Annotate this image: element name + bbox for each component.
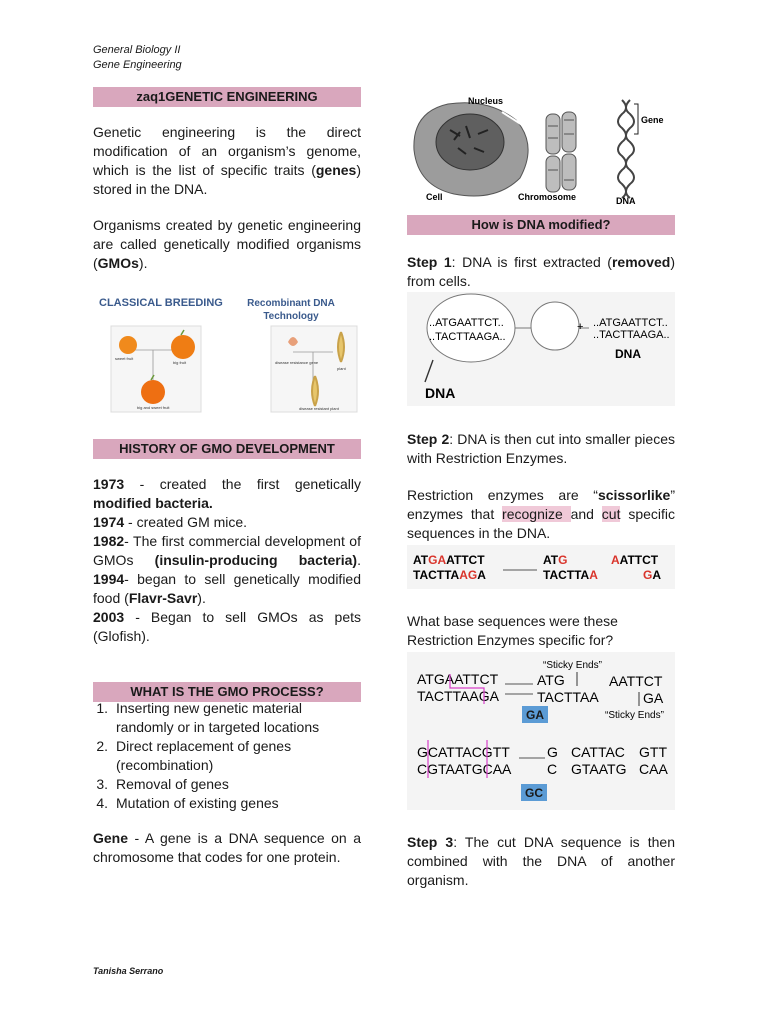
seq-left-bottom: TACTTAAGA — [413, 568, 486, 582]
big-fruit-label: big fruit — [173, 360, 187, 365]
breeding-diagram — [93, 292, 361, 416]
enzymes-paragraph — [407, 486, 675, 543]
section-history: HISTORY OF GMO DEVELOPMENT — [93, 439, 361, 459]
step-text: ) from cells. — [407, 254, 675, 289]
intro-paragraph-2 — [93, 216, 361, 273]
list-item-text: Inserting new genetic material randomly or in targeted locations — [116, 700, 320, 735]
dna-label: DNA — [425, 385, 456, 401]
seq-e1: G — [547, 744, 558, 760]
sticky-ends-label: “Sticky Ends” — [605, 710, 664, 721]
dna-strand-top: ..ATGAATTCT.. — [429, 317, 504, 329]
history-text: - created the first genetically — [124, 476, 361, 492]
gmos-term: GMOs — [97, 255, 139, 271]
list-item: 1. Inserting new genetic material randomly or in targeted locations — [93, 699, 361, 737]
history-text: ). — [197, 590, 206, 606]
history-bold: Flavr-Savr — [128, 590, 198, 606]
big-sweet-label: big and sweet fruit — [137, 405, 170, 410]
chromosome-icon — [546, 114, 560, 154]
scissorlike-term: scissorlike — [597, 487, 671, 503]
seq-right-top: AATTCT — [611, 553, 659, 567]
sticky-ends-label: “Sticky Ends” — [543, 660, 602, 671]
seq-c2: GA — [643, 690, 664, 706]
intro-text: ). — [138, 255, 148, 271]
question-paragraph: What base sequences were these Restriction Enzymes specific for? — [407, 613, 618, 648]
section-dna-modified: How is DNA modified? — [407, 215, 675, 235]
sticky-ends-figure — [407, 652, 675, 810]
history-bold: (insulin-producing bacteria) — [154, 552, 358, 568]
list-item: 2. Direct replacement of genes (recombination) — [93, 737, 361, 775]
history-paragraph — [93, 475, 361, 646]
resistant-plant-icon — [312, 376, 318, 406]
seq-g1: GTT — [639, 744, 667, 760]
list-item-text: Direct replacement of genes (recombination) — [116, 738, 292, 773]
plus-sign: + — [577, 321, 584, 333]
chromosome-label: Chromosome — [518, 192, 577, 202]
recognize-highlight: recognize — [502, 506, 571, 522]
intro-paragraph-1 — [93, 123, 361, 199]
cell-label: Cell — [426, 192, 443, 202]
list-item-text: Removal of genes — [116, 776, 229, 792]
list-item: 3. Removal of genes — [96, 776, 229, 792]
resistant-plant-label: disease resistant plant — [299, 406, 339, 411]
seq-mid-bottom: TACTTAA — [543, 568, 598, 582]
history-bold: modified bacteria. — [93, 495, 213, 511]
year-2003: 2003 — [93, 609, 125, 625]
list-item-text: Mutation of existing genes — [116, 795, 279, 811]
recombinant-label: Recombinant DNA Technology — [247, 298, 335, 322]
year-1973: 1973 — [93, 476, 125, 492]
step3-paragraph — [407, 833, 675, 890]
intro-text: Organisms created by genetic engineering are called genetically modified organisms ( — [93, 217, 361, 271]
seq-right-bottom: GA — [643, 568, 662, 582]
nucleus-label: Nucleus — [468, 96, 504, 106]
enzymes-text: specific sequences in the DNA. — [407, 506, 676, 541]
doc-header — [93, 43, 182, 73]
cell-dna-figure — [408, 90, 676, 208]
intro-text: ) stored in the DNA. — [93, 162, 361, 197]
seq-d1: GCATTACGTT — [417, 744, 510, 760]
year-1974: 1974 — [93, 514, 125, 530]
plant-label: plant — [337, 366, 346, 371]
step1-label: Step 1 — [407, 254, 452, 270]
seq-d2: CGTAATGCAA — [417, 761, 512, 777]
dna-strand-top: ..ATGAATTCT.. — [593, 317, 668, 329]
big-fruit-icon — [171, 335, 195, 359]
enzymes-text: ” enzymes that — [407, 487, 675, 522]
seq-c1: AATTCT — [609, 673, 663, 689]
gene-label: Gene — [641, 115, 664, 125]
section-gmo-process: WHAT IS THE GMO PROCESS? — [93, 682, 361, 702]
gene-def-text: - A gene is a DNA sequence on a chromosome that codes for one protein. — [93, 830, 361, 865]
intro-text: Genetic engineering is the direct modification of an organism’s genome, which is the list of specific traits ( — [93, 124, 361, 178]
cell-diagram — [408, 90, 676, 208]
extraction-diagram — [407, 292, 675, 406]
step2-label: Step 2 — [407, 431, 450, 447]
step-text: : The cut DNA sequence is then combined with the DNA of another organism. — [407, 834, 676, 888]
nucleus-icon — [436, 114, 504, 170]
enzymes-text: Restriction enzymes are “ — [407, 487, 598, 503]
section-genetic-engineering: zaq1GENETIC ENGINEERING — [93, 87, 361, 107]
seq-b1: ATG — [537, 672, 565, 688]
step2-paragraph — [407, 430, 675, 468]
step1-figure — [407, 292, 675, 406]
classical-breeding-label: CLASSICAL BREEDING — [99, 297, 223, 309]
seq-g2: CAA — [639, 761, 668, 777]
seq-f2: GTAATG — [571, 761, 627, 777]
dna-strand-bottom: ..TACTTAAGA.. — [429, 331, 506, 343]
plant-icon — [338, 332, 344, 362]
history-text: - The first commercial development of GMOs — [93, 533, 361, 568]
history-text: - began to sell genetically modified food ( — [93, 571, 361, 606]
seq-b2: TACTTAA — [537, 689, 599, 705]
gene-definition — [93, 829, 361, 867]
cut-diagram — [407, 545, 675, 589]
history-text: - created GM mice. — [124, 514, 248, 530]
dna-label: DNA — [615, 347, 641, 361]
dna-icon — [618, 100, 626, 198]
year-1982: 1982 — [93, 533, 125, 549]
list-item: 4. Mutation of existing genes — [96, 795, 279, 811]
removed-term: removed — [611, 254, 671, 270]
gc-answer-badge: GC — [525, 786, 543, 800]
breeding-figure — [93, 292, 361, 416]
topic-title: Gene Engineering — [93, 59, 182, 71]
seq-a1: ATGAATTCT — [417, 671, 499, 687]
step3-label: Step 3 — [407, 834, 454, 850]
seq-f1: CATTAC — [571, 744, 625, 760]
author-name: Tanisha Serrano — [93, 966, 164, 976]
seq-mid-top: ATG — [543, 553, 568, 567]
gene-term: Gene — [93, 830, 129, 846]
ga-answer-badge: GA — [526, 708, 544, 722]
genes-term: genes — [315, 162, 357, 178]
sweet-fruit-icon — [119, 336, 137, 354]
history-text: . — [357, 552, 361, 568]
process-list — [93, 699, 361, 813]
step-text: : DNA is then cut into smaller pieces with Restriction Enzymes. — [407, 431, 675, 466]
enzymes-text: and — [570, 506, 602, 522]
dna-label: DNA — [616, 196, 636, 206]
cut-figure — [407, 545, 675, 589]
disease-gene-label: disease resistance gene — [275, 360, 319, 365]
sweet-fruit-label: sweet fruit — [115, 356, 134, 361]
course-title: General Biology II — [93, 44, 181, 56]
seq-e2: C — [547, 761, 558, 777]
seq-a2: TACTTAAGA — [417, 688, 499, 704]
big-sweet-fruit-icon — [141, 380, 165, 404]
seq-left-top: ATGAATTCT — [413, 553, 485, 567]
step-text: : DNA is first extracted ( — [451, 254, 612, 270]
history-text: - Began to sell GMOs as pets (Glofish). — [93, 609, 361, 644]
sticky-ends-diagram — [407, 652, 675, 810]
year-1994: 1994 — [93, 571, 125, 587]
step1-paragraph — [407, 253, 675, 291]
cut-highlight: cut — [601, 506, 621, 522]
dna-strand-bottom: ..TACTTAAGA.. — [593, 329, 670, 341]
